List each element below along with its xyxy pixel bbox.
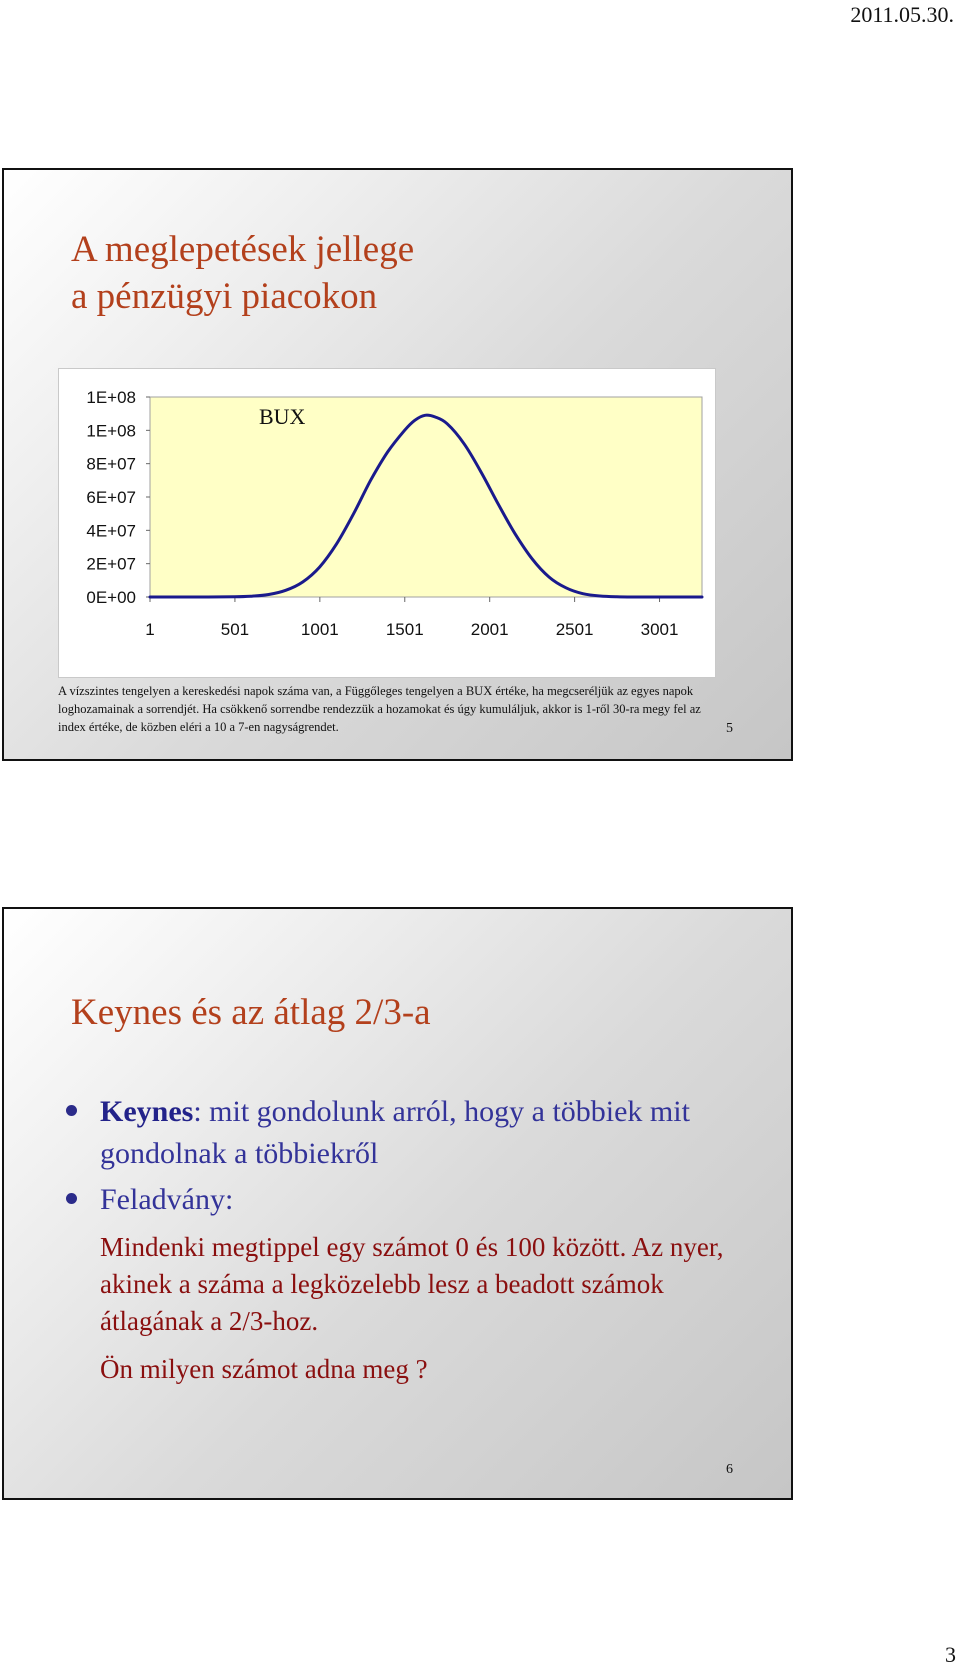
x-tick-label: 2501 xyxy=(555,620,594,639)
slide-number: 6 xyxy=(726,1462,733,1477)
y-tick-label: 0E+00 xyxy=(86,588,136,607)
slide-number: 5 xyxy=(726,721,733,736)
bullet-keyword: Keynes xyxy=(100,1095,194,1128)
page-number: 3 xyxy=(945,1642,956,1667)
y-tick-label: 1E+08 xyxy=(86,421,136,441)
y-tick-label: 6E+07 xyxy=(86,488,136,507)
slide-title: Keynes és az átlag 2/3-a xyxy=(71,992,431,1033)
bullet-dot-icon xyxy=(66,1193,77,1204)
title-line-2: a pénzügyi piacokon xyxy=(71,276,378,317)
y-tick-label: 8E+07 xyxy=(86,454,136,474)
bullet-feladvany xyxy=(64,1179,764,1221)
y-tick-label: 1E+08 xyxy=(86,388,136,407)
slide-6 xyxy=(2,907,793,1500)
chart-caption: A vízszintes tengelyen a kereskedési napok száma van, a Függőleges tengelyen a BUX értéke, ha megcseréljük az egyes napok loghozamainak a sorrendjét. Ha csökkenő sorrendbe rendezzük a hozamokat és úgy kumuláljuk, akkor is 1-ről 30-ra megy fel az index értéke, de közben eléri a 10 a 7-en nagyságrendet. xyxy=(58,684,701,734)
bux-chart xyxy=(58,368,716,678)
y-tick-label: 4E+07 xyxy=(86,521,136,541)
slide-title xyxy=(71,226,414,320)
bullet-text: : mit gondolunk arról, hogy a többiek mit gondolnak a többiekről xyxy=(100,1095,690,1170)
bullet-dot-icon xyxy=(66,1105,77,1116)
bullet-list xyxy=(64,1091,764,1225)
bux-chart-svg xyxy=(59,369,717,679)
y-tick-label: 2E+07 xyxy=(86,554,136,574)
x-tick-label: 501 xyxy=(220,620,250,639)
x-tick-label: 3001 xyxy=(640,620,679,639)
bullet-keynes xyxy=(64,1091,764,1175)
title-line-1: A meglepetések jellege xyxy=(71,229,415,270)
plot-area xyxy=(150,397,702,597)
x-tick-label: 2001 xyxy=(470,620,509,639)
task-description: Mindenki megtippel egy számot 0 és 100 között. Az nyer, akinek a száma a legközelebb lesz a beadott számok átlagának a 2/3-hoz. xyxy=(100,1232,724,1336)
task-question: Ön milyen számot adna meg ? xyxy=(100,1354,428,1384)
bullet-text: Feladvány: xyxy=(100,1183,234,1216)
page-date: 2011.05.30. xyxy=(850,2,954,27)
x-tick-label: 1001 xyxy=(300,620,339,639)
x-tick-label: 1501 xyxy=(385,620,424,639)
x-tick-label: 1 xyxy=(145,620,155,639)
chart-title: BUX xyxy=(259,404,306,429)
slide-5 xyxy=(2,168,793,761)
